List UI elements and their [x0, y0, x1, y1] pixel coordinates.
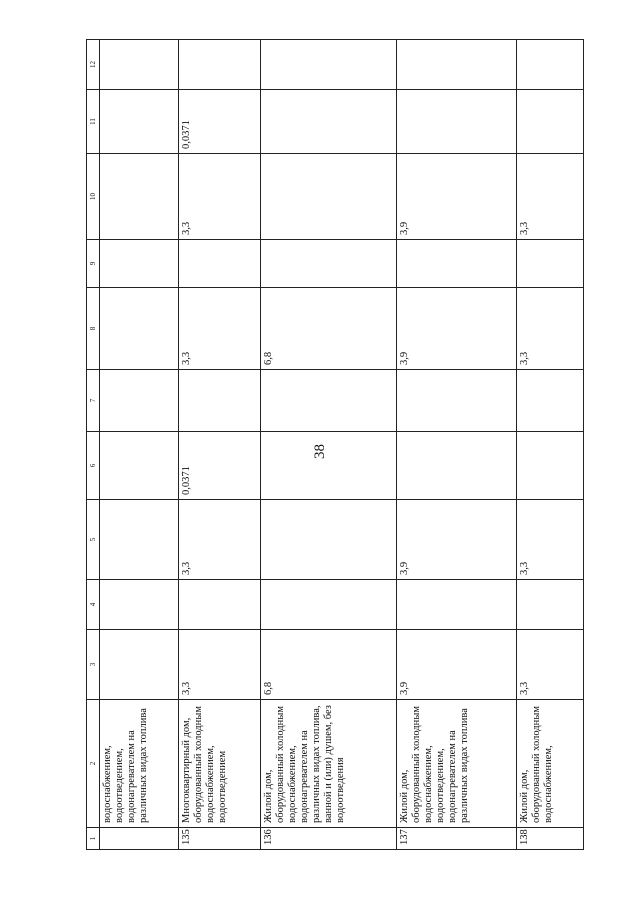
row-description: водоснабжением, водоотведением, водонагревателем на различных видах топлива	[100, 700, 179, 828]
row-number: 135	[179, 828, 260, 850]
cell-col10	[100, 154, 179, 240]
cell-col4	[396, 580, 516, 630]
column-header: 6	[87, 432, 100, 500]
cell-col8: 3,9	[396, 288, 516, 370]
column-header: 11	[87, 90, 100, 154]
column-header: 9	[87, 240, 100, 288]
cell-col4	[179, 580, 260, 630]
cell-col5: 3,3	[179, 500, 260, 580]
column-header: 12	[87, 40, 100, 90]
cell-col11	[100, 90, 179, 154]
cell-col11: 0,0371	[179, 90, 260, 154]
row-description: Жилой дом, оборудованный холодным водоснабжением, водоотведением, водонагревателем на различных видах топлива	[396, 700, 516, 828]
cell-col7	[396, 370, 516, 432]
cell-col3: 3,3	[516, 630, 583, 700]
column-header: 7	[87, 370, 100, 432]
cell-col6	[516, 432, 583, 500]
table-row	[179, 40, 260, 850]
row-number: 137	[396, 828, 516, 850]
row-description: Жилой дом, оборудованный холодным водоснабжением, водонагревателем на различных видах топлива, ванной и (или) душем, без водоотведения	[260, 700, 396, 828]
cell-col8: 3,3	[179, 288, 260, 370]
cell-col7	[179, 370, 260, 432]
cell-col10: 3,9	[396, 154, 516, 240]
cell-col3: 3,3	[179, 630, 260, 700]
page-number-text: 38	[311, 444, 328, 459]
cell-col10: 3,3	[179, 154, 260, 240]
cell-col12	[260, 40, 396, 90]
cell-col12	[396, 40, 516, 90]
row-number	[100, 828, 179, 850]
cell-col12	[179, 40, 260, 90]
cell-col9	[179, 240, 260, 288]
column-header: 4	[87, 580, 100, 630]
row-number: 136	[260, 828, 396, 850]
column-header: 1	[87, 828, 100, 850]
column-header: 8	[87, 288, 100, 370]
cell-col3: 3,9	[396, 630, 516, 700]
cell-col12	[516, 40, 583, 90]
column-header: 5	[87, 500, 100, 580]
table-container	[86, 40, 584, 850]
cell-col10: 3,3	[516, 154, 583, 240]
cell-col11	[516, 90, 583, 154]
cell-col8	[100, 288, 179, 370]
cell-col3	[100, 630, 179, 700]
table-row	[100, 40, 179, 850]
cell-col5	[100, 500, 179, 580]
cell-col8: 6,8	[260, 288, 396, 370]
column-header: 3	[87, 630, 100, 700]
cell-col5: 3,3	[516, 500, 583, 580]
cell-col7	[516, 370, 583, 432]
column-header: 10	[87, 154, 100, 240]
cell-col7	[260, 370, 396, 432]
row-description: Жилой дом, оборудованный холодным водоснабжением,	[516, 700, 583, 828]
cell-col10	[260, 154, 396, 240]
cell-col4	[100, 580, 179, 630]
column-header: 2	[87, 700, 100, 828]
row-number: 138	[516, 828, 583, 850]
cell-col5	[260, 500, 396, 580]
cell-col6	[396, 432, 516, 500]
cell-col8: 3,3	[516, 288, 583, 370]
table-row	[516, 40, 583, 850]
cell-col11	[260, 90, 396, 154]
column-number-row	[87, 40, 100, 850]
cell-col6	[260, 432, 396, 500]
table-row	[260, 40, 396, 850]
cell-col7	[100, 370, 179, 432]
cell-col11	[396, 90, 516, 154]
tariff-table	[86, 39, 584, 850]
table-row	[396, 40, 516, 850]
cell-col9	[260, 240, 396, 288]
cell-col4	[260, 580, 396, 630]
cell-col9	[396, 240, 516, 288]
row-description: Многоквартирный дом, оборудованный холодным водоснабжением, водоотведением	[179, 700, 260, 828]
cell-col9	[516, 240, 583, 288]
cell-col4	[516, 580, 583, 630]
cell-col6	[100, 432, 179, 500]
cell-col9	[100, 240, 179, 288]
cell-col3: 6,8	[260, 630, 396, 700]
cell-col5: 3,9	[396, 500, 516, 580]
cell-col12	[100, 40, 179, 90]
cell-col6: 0,0371	[179, 432, 260, 500]
